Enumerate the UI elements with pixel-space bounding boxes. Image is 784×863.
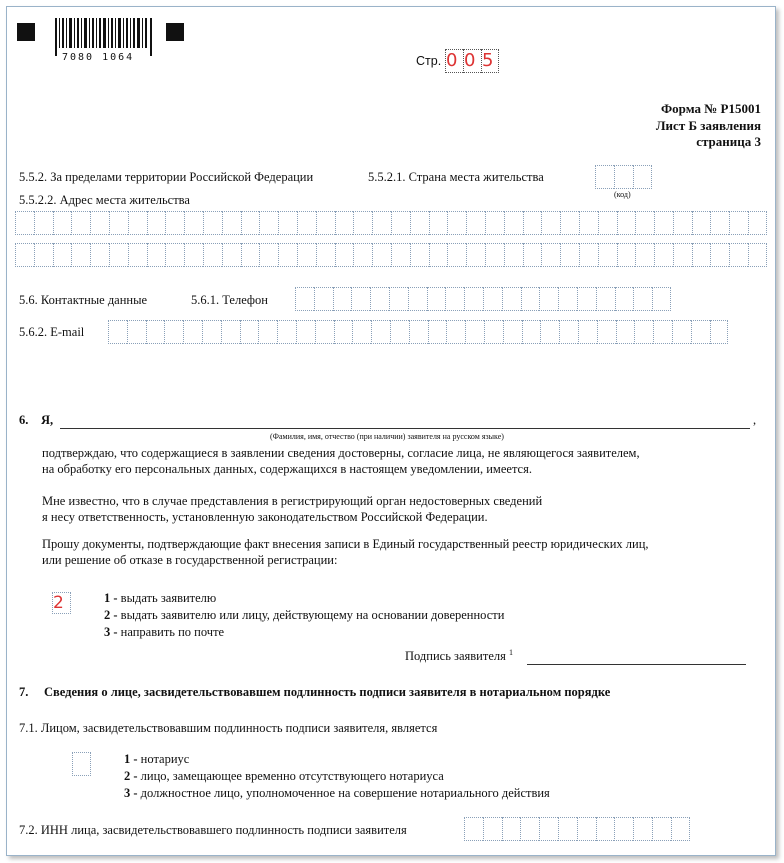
- notary-inn-field[interactable]: [464, 817, 690, 841]
- address-label: 5.5.2.2. Адрес места жительства: [19, 193, 190, 207]
- question-7-2: 7.2. ИНН лица, засвидетельствовавшего подлинность подписи заявителя: [19, 823, 407, 837]
- contacts-label: 5.6. Контактные данные: [19, 293, 148, 307]
- issue-method-field[interactable]: [52, 592, 71, 614]
- registration-marker-right: [166, 23, 184, 41]
- email-label: 5.6.2. E-mail: [19, 325, 85, 339]
- code-caption: (код): [614, 190, 631, 199]
- name-line-comma: ,: [753, 413, 757, 427]
- registration-marker-left: [17, 23, 35, 41]
- page-label: Стр.: [416, 54, 442, 68]
- page-digit: 0: [463, 49, 481, 73]
- issue-option-3: 3 - направить по почте: [104, 625, 225, 639]
- notary-option-3: 3 - должностное лицо, уполномоченное на совершение нотариального действия: [124, 786, 550, 800]
- confirm-line-1: подтверждаю, что содержащиеся в заявлении сведения достоверны, согласие лица, не являющегося заявителем,: [42, 446, 640, 460]
- form-sheet: Лист Б заявления: [655, 118, 761, 133]
- address-field-row-2[interactable]: [15, 243, 767, 267]
- page-number-cells: [445, 49, 499, 73]
- confirm-line-2: на обработку его персональных данных, содержащихся в настоящем уведомлении, имеется.: [42, 462, 532, 476]
- aware-line-2: я несу ответственность, установленную законодательством Российской Федерации.: [42, 510, 488, 524]
- notary-option-2: 2 - лицо, замещающее временно отсутствующего нотариуса: [124, 769, 444, 783]
- applicant-name-line[interactable]: [60, 428, 750, 429]
- country-label: 5.5.2.1. Страна места жительства: [368, 170, 544, 184]
- barcode-digits: 7080 1064: [62, 52, 135, 63]
- section-6-ya: Я,: [41, 413, 54, 427]
- question-7-1: 7.1. Лицом, засвидетельствовавшим подлинность подписи заявителя, является: [19, 721, 438, 735]
- request-line-2: или решение об отказе в государственной регистрации:: [42, 553, 338, 567]
- form-page-number: страница 3: [696, 134, 761, 149]
- issue-method-value: 2: [52, 592, 71, 614]
- option-list: [104, 590, 504, 641]
- issue-option-2: 2 - выдать заявителю или лицу, действующему на основании доверенности: [104, 608, 505, 622]
- page-digit: 0: [445, 49, 463, 73]
- section-6-number: 6.: [19, 413, 29, 427]
- signature-label: Подпись заявителя $^1$: [405, 648, 513, 664]
- issue-option-1: 1 - выдать заявителю: [104, 591, 217, 605]
- notary-option-list: [124, 751, 550, 802]
- barcode-icon: [55, 18, 153, 56]
- phone-field[interactable]: [295, 287, 671, 311]
- aware-line-1: Мне известно, что в случае представления в регистрирующий орган недостоверных сведений: [42, 494, 543, 508]
- section-7-title: 7. Сведения о лице, засвидетельствовавшем подлинность подписи заявителя в нотариальном порядке: [19, 685, 611, 699]
- country-code-field[interactable]: [595, 165, 652, 189]
- request-line-1: Прошу документы, подтверждающие факт внесения записи в Единый государственный реестр юридических лиц,: [42, 537, 649, 551]
- name-caption: (Фамилия, имя, отчество (при наличии) заявителя на русском языке): [270, 432, 504, 441]
- page-digit: 5: [481, 49, 499, 73]
- address-field-row-1[interactable]: [15, 211, 767, 235]
- notary-option-1: 1 - нотариус: [124, 752, 190, 766]
- form-number: Форма № Р15001: [661, 101, 761, 116]
- notary-type-field[interactable]: [72, 752, 91, 776]
- signature-line[interactable]: [527, 664, 746, 665]
- email-field[interactable]: [108, 320, 728, 344]
- phone-label: 5.6.1. Телефон: [191, 293, 268, 307]
- section-5-5-2-label: 5.5.2. За пределами территории Российской Федерации: [19, 170, 314, 184]
